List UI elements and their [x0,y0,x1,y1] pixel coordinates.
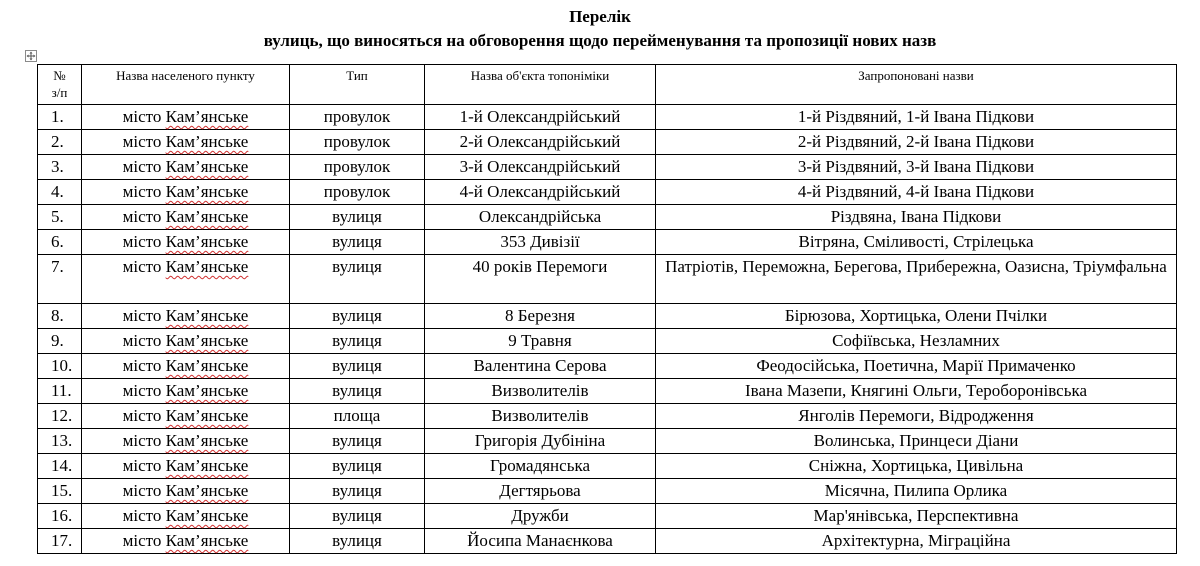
cell-type: площа [290,404,425,429]
cell-settlement [82,479,290,504]
streets-table [37,64,1177,554]
cell-proposed-names: Місячна, Пилипа Орлика [656,479,1177,504]
table-row [38,105,1177,130]
cell-number: 17. [38,529,82,554]
settlement-name: Кам’янське [165,232,249,251]
settlement-prefix: місто [122,456,166,475]
table-move-handle-icon[interactable] [25,50,37,62]
settlement-prefix: місто [122,506,166,525]
settlement-prefix: місто [122,331,166,350]
cell-proposed-names: Івана Мазепи, Княгині Ольги, Тероборонівська [656,379,1177,404]
table-row [38,180,1177,205]
header-proposed: Запропоновані назви [656,65,1177,105]
table-header-row [38,65,1177,105]
cell-number: 14. [38,454,82,479]
cell-proposed-names: Волинська, Принцеси Діани [656,429,1177,454]
cell-type: провулок [290,130,425,155]
cell-object-name: Громадянська [425,454,656,479]
cell-settlement [82,529,290,554]
settlement-name: Кам’янське [165,107,249,126]
cell-settlement [82,329,290,354]
cell-type: вулиця [290,504,425,529]
cell-settlement [82,429,290,454]
cell-object-name: Йосипа Манаєнкова [425,529,656,554]
header-number-symbol: № [53,68,66,83]
cell-number: 2. [38,130,82,155]
settlement-prefix: місто [122,157,166,176]
settlement-name: Кам’янське [165,456,249,475]
cell-type: провулок [290,155,425,180]
cell-settlement [82,454,290,479]
cell-number: 3. [38,155,82,180]
settlement-prefix: місто [122,381,166,400]
table-row [38,155,1177,180]
cell-proposed-names: Бірюзова, Хортицька, Олени Пчілки [656,304,1177,329]
cell-type: вулиця [290,304,425,329]
settlement-name: Кам’янське [165,182,249,201]
header-type: Тип [290,65,425,105]
settlement-name: Кам’янське [165,406,249,425]
cell-settlement [82,105,290,130]
cell-type: вулиця [290,329,425,354]
cell-object-name: Григорія Дубініна [425,429,656,454]
header-object: Назва об'єкта топоніміки [425,65,656,105]
settlement-prefix: місто [122,257,166,276]
settlement-name: Кам’янське [165,132,249,151]
cell-type: вулиця [290,354,425,379]
table-row [38,529,1177,554]
cell-type: вулиця [290,454,425,479]
header-number-abbr: з/п [51,85,68,100]
settlement-prefix: місто [122,132,166,151]
cell-object-name: Визволителів [425,379,656,404]
cell-object-name: Дегтярьова [425,479,656,504]
cell-settlement [82,304,290,329]
settlement-prefix: місто [122,182,166,201]
cell-type: вулиця [290,379,425,404]
cell-proposed-names: Феодосійська, Поетична, Марії Примаченко [656,354,1177,379]
settlement-name: Кам’янське [165,481,249,500]
header-number [38,65,82,105]
cell-proposed-names: Вітряна, Сміливості, Стрілецька [656,230,1177,255]
cell-object-name: Дружби [425,504,656,529]
cell-type: вулиця [290,205,425,230]
cell-settlement [82,130,290,155]
cell-number: 16. [38,504,82,529]
cell-number: 6. [38,230,82,255]
settlement-prefix: місто [122,356,166,375]
settlement-prefix: місто [122,406,166,425]
settlement-name: Кам’янське [165,431,249,450]
cell-settlement [82,504,290,529]
cell-settlement [82,255,290,304]
cell-number: 13. [38,429,82,454]
cell-proposed-names: 1-й Різдвяний, 1-й Івана Підкови [656,105,1177,130]
cell-proposed-names: Янголів Перемоги, Відродження [656,404,1177,429]
cell-object-name: 4-й Олександрійський [425,180,656,205]
cell-type: провулок [290,105,425,130]
table-row [38,329,1177,354]
header-settlement: Назва населеного пункту [82,65,290,105]
table-row [38,379,1177,404]
cell-proposed-names: 2-й Різдвяний, 2-й Івана Підкови [656,130,1177,155]
cell-type: провулок [290,180,425,205]
settlement-name: Кам’янське [165,207,249,226]
cell-number: 5. [38,205,82,230]
settlement-name: Кам’янське [165,331,249,350]
cell-object-name: Визволителів [425,404,656,429]
cell-settlement [82,205,290,230]
cell-object-name: 3-й Олександрійський [425,155,656,180]
cell-proposed-names: Різдвяна, Івана Підкови [656,205,1177,230]
settlement-prefix: місто [122,481,166,500]
cell-proposed-names: 3-й Різдвяний, 3-й Івана Підкови [656,155,1177,180]
cell-proposed-names: Архітектурна, Міграційна [656,529,1177,554]
settlement-name: Кам’янське [165,306,249,325]
cell-number: 1. [38,105,82,130]
settlement-name: Кам’янське [165,356,249,375]
cell-proposed-names: Сніжна, Хортицька, Цивільна [656,454,1177,479]
cell-settlement [82,180,290,205]
settlement-name: Кам’янське [165,506,249,525]
cell-settlement [82,155,290,180]
cell-object-name: 40 років Перемоги [425,255,656,304]
settlement-name: Кам’янське [165,257,249,276]
cell-object-name: 9 Травня [425,329,656,354]
settlement-prefix: місто [122,306,166,325]
table-row [38,354,1177,379]
cell-object-name: 8 Березня [425,304,656,329]
cell-number: 15. [38,479,82,504]
settlement-name: Кам’янське [165,531,249,550]
table-row [38,205,1177,230]
table-row [38,454,1177,479]
cell-object-name: Олександрійська [425,205,656,230]
cell-number: 4. [38,180,82,205]
cell-proposed-names: Мар'янівська, Перспективна [656,504,1177,529]
table-row [38,255,1177,304]
settlement-prefix: місто [122,232,166,251]
table-row [38,429,1177,454]
table-row [38,479,1177,504]
settlement-prefix: місто [122,207,166,226]
cell-number: 12. [38,404,82,429]
cell-type: вулиця [290,230,425,255]
cell-number: 8. [38,304,82,329]
cell-number: 7. [38,255,82,304]
table-row [38,304,1177,329]
cell-settlement [82,404,290,429]
cell-object-name: Валентина Серова [425,354,656,379]
cell-object-name: 2-й Олександрійський [425,130,656,155]
cell-number: 10. [38,354,82,379]
document-title: Перелік [569,7,631,26]
cell-object-name: 1-й Олександрійський [425,105,656,130]
cell-proposed-names: Патріотів, Переможна, Берегова, Прибережна, Оазисна, Тріумфальна [656,255,1177,304]
settlement-prefix: місто [122,431,166,450]
cell-number: 11. [38,379,82,404]
cell-type: вулиця [290,429,425,454]
settlement-prefix: місто [122,531,166,550]
cell-type: вулиця [290,529,425,554]
document-subtitle: вулиць, що виносяться на обговорення щодо перейменування та пропозиції нових назв [263,31,937,50]
settlement-prefix: місто [122,107,166,126]
cell-number: 9. [38,329,82,354]
settlement-name: Кам’янське [165,157,249,176]
table-row [38,230,1177,255]
cell-settlement [82,354,290,379]
settlement-name: Кам’янське [165,381,249,400]
cell-type: вулиця [290,255,425,304]
cell-type: вулиця [290,479,425,504]
table-row [38,130,1177,155]
table-row [38,404,1177,429]
cell-proposed-names: Софіївська, Незламних [656,329,1177,354]
cell-object-name: 353 Дивізії [425,230,656,255]
table-row [38,504,1177,529]
cell-proposed-names: 4-й Різдвяний, 4-й Івана Підкови [656,180,1177,205]
cell-settlement [82,230,290,255]
cell-settlement [82,379,290,404]
